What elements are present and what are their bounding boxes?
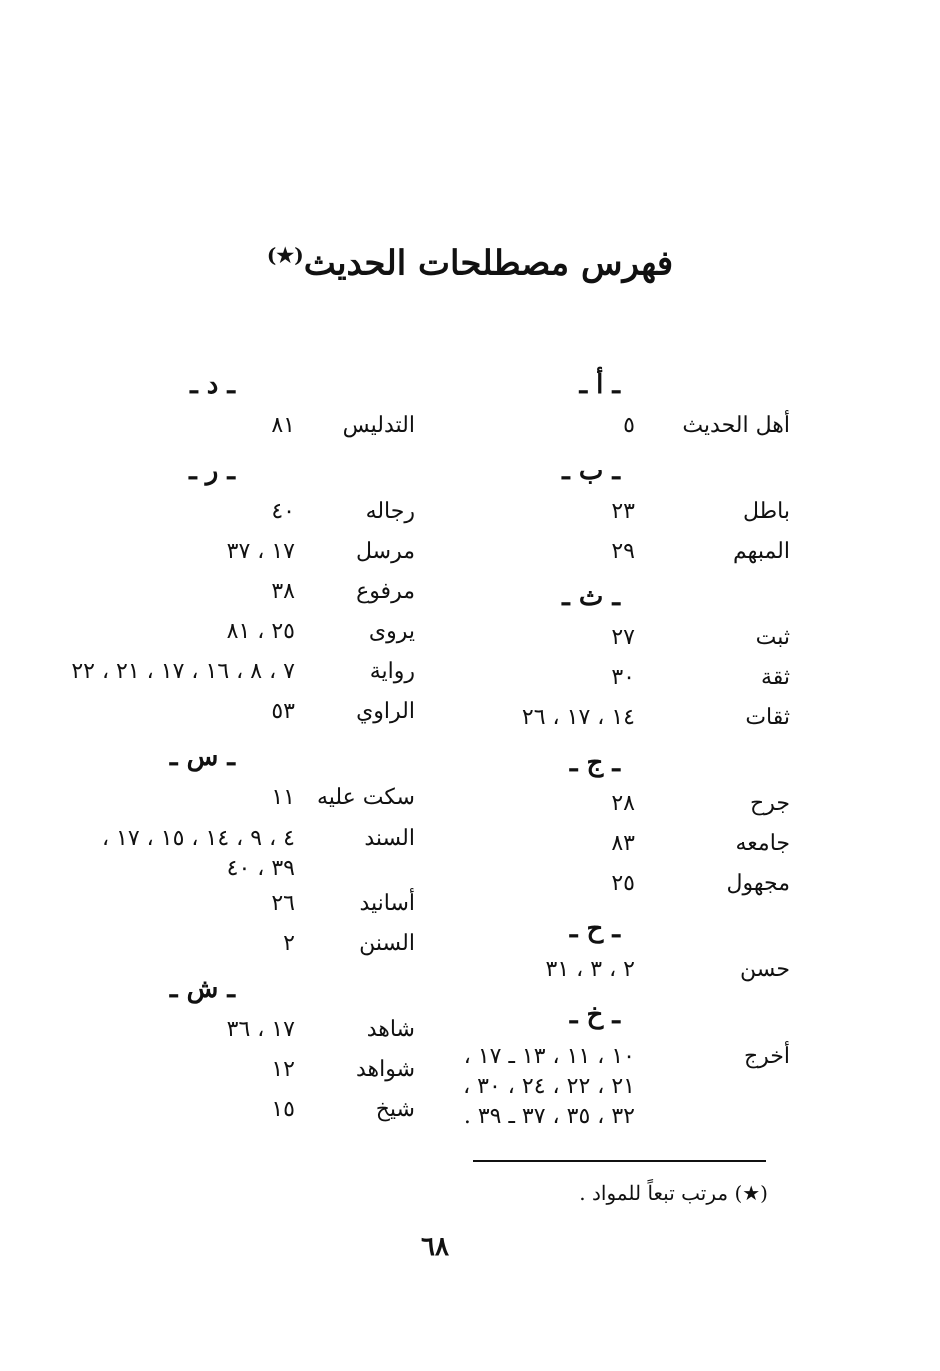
index-entry: [40, 818, 415, 884]
entry-term: الراوي: [356, 699, 415, 724]
letter-heading-dal: ـ د ـ: [190, 370, 235, 400]
index-entry: [435, 698, 790, 738]
entry-pages: ١٧ ، ٣٦: [226, 1017, 295, 1042]
entry-term: أسانيد: [359, 891, 415, 916]
footnote: (★) مرتب تبعاً للمواد .: [579, 1181, 768, 1205]
entry-term: المبهم: [733, 539, 790, 564]
title-text: فهرس مصطلحات الحديث: [303, 243, 674, 284]
index-entry: [435, 1036, 790, 1132]
index-column-left: [40, 364, 415, 1130]
index-entry: [40, 532, 415, 572]
entry-term: ثقات: [745, 705, 790, 730]
index-entry: [40, 1010, 415, 1050]
index-entry: [435, 824, 790, 864]
letter-heading-kha: ـ خ ـ: [569, 1000, 620, 1030]
footnote-divider: [473, 1160, 766, 1162]
entry-term: شواهد: [355, 1057, 415, 1082]
entry-pages: ١٤ ، ١٧ ، ٢٦: [521, 705, 635, 730]
entry-pages: ١٧ ، ٣٧: [226, 539, 295, 564]
entry-term: السنن: [359, 931, 415, 956]
entry-pages: ٨١: [271, 413, 295, 438]
page-number: ٦٨: [421, 1232, 449, 1262]
index-entry: [435, 864, 790, 904]
entry-pages: ٤٠: [271, 499, 295, 524]
entry-pages-line: ٣٢ ، ٣٥ ، ٣٧ ـ ٣٩ .: [463, 1104, 635, 1129]
index-entry: [40, 572, 415, 612]
entry-term: جامعه: [735, 831, 790, 856]
index-entry: [40, 652, 415, 692]
entry-term: حسن: [740, 957, 790, 982]
entry-pages: ٨٣: [611, 831, 635, 856]
entry-term: التدليس: [342, 413, 415, 438]
entry-pages-line: ٤ ، ٩ ، ١٤ ، ١٥ ، ١٧ ،: [101, 826, 295, 851]
index-entry: [40, 492, 415, 532]
entry-pages: ٢٧: [611, 625, 635, 650]
index-entry: [435, 492, 790, 532]
entry-pages: ١١: [271, 785, 295, 810]
index-entry: [435, 532, 790, 572]
entry-pages: ٢٥ ، ٨١: [226, 619, 295, 644]
entry-term: مرسل: [355, 539, 415, 564]
entry-term: شيخ: [375, 1097, 415, 1122]
entry-term: السند: [364, 826, 415, 851]
entry-term: رجاله: [365, 499, 415, 524]
letter-heading-ha: ـ ح ـ: [569, 914, 620, 944]
entry-term: جرح: [750, 791, 790, 816]
index-column-right: [435, 364, 790, 1132]
index-entry: [435, 784, 790, 824]
entry-pages: ٢٥: [611, 871, 635, 896]
entry-pages: [40, 824, 295, 884]
index-entry: [435, 406, 790, 446]
entry-pages: ٢: [283, 931, 295, 956]
entry-term: سكت عليه: [316, 785, 415, 810]
index-entry: [40, 692, 415, 732]
entry-term: أهل الحديث: [682, 413, 790, 438]
index-entry: [435, 950, 790, 990]
entry-term: ثبت: [755, 625, 790, 650]
page-title: [0, 243, 940, 284]
entry-pages: ٢٣: [611, 499, 635, 524]
index-entry: [40, 884, 415, 924]
entry-pages: ٣٨: [271, 579, 295, 604]
entry-term: أخرج: [743, 1044, 790, 1069]
index-entry: [40, 612, 415, 652]
index-entry: [435, 618, 790, 658]
entry-pages-line: ٣٩ ، ٤٠: [226, 856, 295, 881]
entry-pages: ٢٩: [611, 539, 635, 564]
entry-pages-line: ١٠ ، ١١ ، ١٣ ـ ١٧ ،: [463, 1044, 635, 1069]
entry-pages-line: ٢١ ، ٢٢ ، ٢٤ ، ٣٠ ،: [463, 1074, 635, 1099]
letter-heading-ra: ـ ر ـ: [189, 456, 235, 486]
entry-pages: ٢٦: [271, 891, 295, 916]
letter-heading-ba: ـ ب ـ: [562, 456, 620, 486]
entry-pages: ٥: [623, 413, 635, 438]
entry-term: مرفوع: [356, 579, 415, 604]
entry-pages: ٣٠: [611, 665, 635, 690]
entry-pages: [435, 1042, 635, 1132]
entry-term: رواية: [369, 659, 415, 684]
index-entry: [40, 1090, 415, 1130]
index-entry: [40, 406, 415, 446]
entry-pages: ١٢: [271, 1057, 295, 1082]
index-entry: [40, 1050, 415, 1090]
letter-heading-shin: ـ ش ـ: [169, 974, 235, 1004]
entry-term: شاهد: [366, 1017, 415, 1042]
index-entry: [40, 924, 415, 964]
entry-pages: ٥٣: [271, 699, 295, 724]
entry-term: مجهول: [726, 871, 790, 896]
letter-heading-jim: ـ ج ـ: [569, 748, 620, 778]
letter-heading-sin: ـ س ـ: [169, 742, 235, 772]
index-entry: [435, 658, 790, 698]
entry-term: باطل: [743, 499, 790, 524]
index-entry: [40, 778, 415, 818]
entry-pages: ٢ ، ٣ ، ٣١: [545, 957, 635, 982]
entry-pages: ١٥: [271, 1097, 295, 1122]
entry-pages: ٧ ، ٨ ، ١٦ ، ١٧ ، ٢١ ، ٢٢: [71, 659, 295, 684]
letter-heading-tha: ـ ث ـ: [562, 582, 620, 612]
letter-heading-alif: ـ أ ـ: [579, 370, 620, 400]
entry-term: ثقة: [760, 665, 790, 690]
entry-pages: ٢٨: [611, 791, 635, 816]
title-footnote-mark: (★): [266, 243, 304, 267]
entry-term: يروى: [368, 619, 415, 644]
